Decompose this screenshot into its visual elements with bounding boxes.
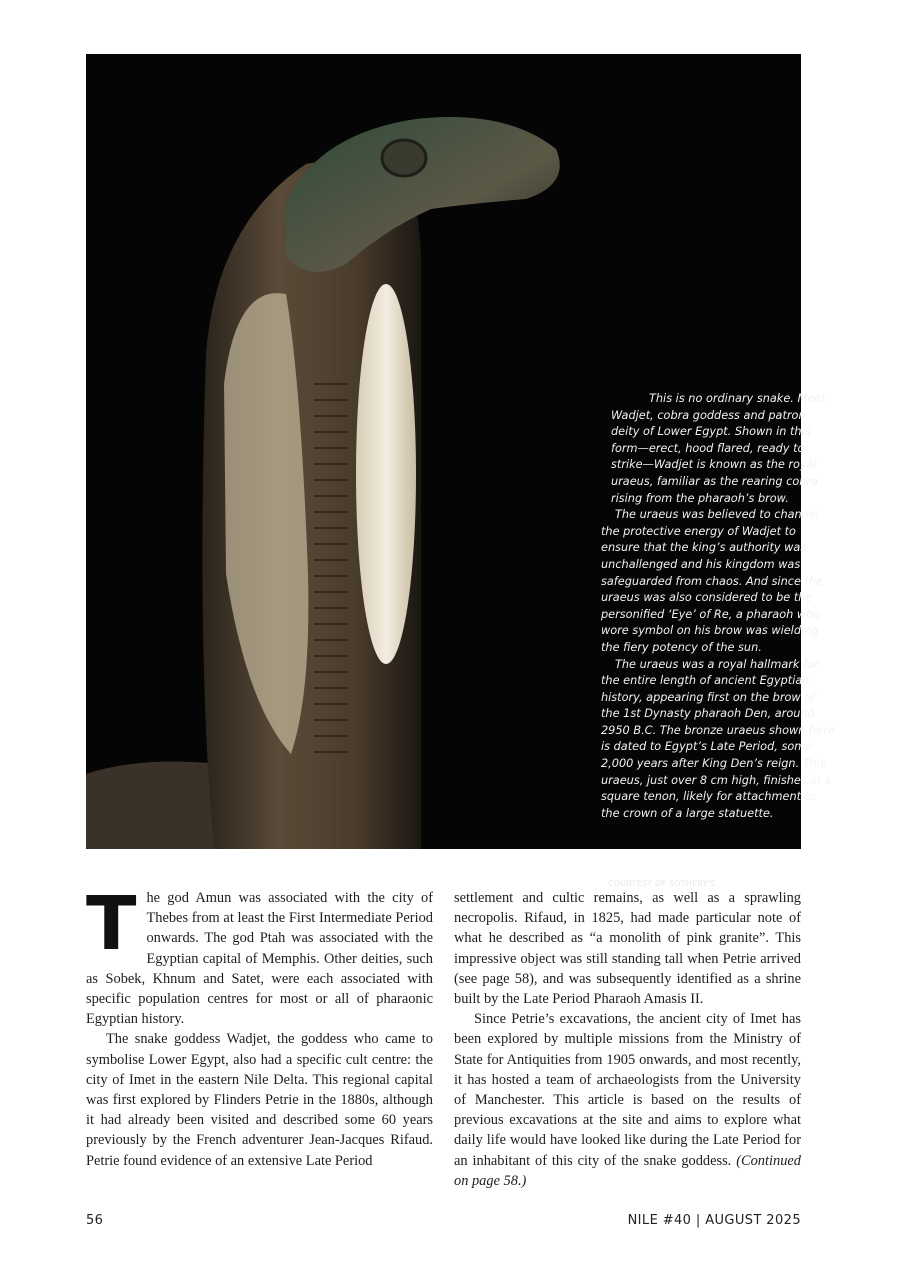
issue-label: NILE #40 | AUGUST 2025 — [627, 1213, 801, 1228]
page-number: 56 — [86, 1213, 104, 1228]
photo-credit: COURTESY OF SOTHEBY'S — [608, 879, 716, 888]
article-paragraph-continued: settlement and cultic remains, as well as a sprawling necropolis. Rifaud, in 1825, had made particular note of what he described as “a monolith of pink granite”. This impressive object was still standing tall when Petrie arrived (see page 58), and was subsequently identified as a shrine built by the Late Period Pharaoh Amasis II. — [454, 890, 801, 1008]
drop-cap: T — [86, 881, 137, 967]
article-column-right — [454, 888, 801, 1191]
article-paragraph: The snake goddess Wadjet, the goddess who came to symbolise Lower Egypt, also had a specific cult centre: the city of Imet in the eastern Nile Delta. This regional capital was first explored by Flinders Petrie in the 1880s, although it had already been visited and described some 60 years previously by the French adventurer Jean-Jacques Rifaud. Petrie found evidence of an extensive Late Period — [86, 1031, 433, 1169]
uraeus-photo — [86, 54, 835, 888]
paragraph-text: he god Amun was associated with the city of Thebes from at least the First Intermediate Period onwards. The god Ptah was associated with the Egyptian capital of Memphis. Other deities, such as Sobek, Khnum and Satet, were each associated with specific population centres for most or all of pharaonic Egyptian history. — [86, 890, 433, 1028]
caption-paragraph: The uraeus was believed to channel the protective energy of Wadjet to ensure that the king’s authority was unchallenged and his kingdom was safeguarded from chaos. And since the uraeus was also considered to be the personified ‘Eye’ of Re, a pharaoh who wore symbol on his brow was wielding the fiery potency of the sun. — [601, 508, 824, 654]
photo-caption — [601, 391, 837, 822]
caption-paragraph: This is no ordinary snake. Meet Wadjet, cobra goddess and patron deity of Lower Egypt. Shown in this form—erect, hood flared, ready to strike—Wadjet is known as the royal uraeus, familiar as the rearing cobra rising from the pharaoh’s brow. — [611, 392, 826, 505]
article-column-left — [86, 881, 433, 1171]
continued-note: (Continued on page 58.) — [454, 1152, 801, 1189]
article-paragraph — [86, 881, 433, 1029]
paragraph-text: Since Petrie’s excavations, the ancient city of Imet has been explored by multiple missions from the Ministry of State for Antiquities from 1905 onwards, and most recently, it has hosted a team of archaeologists from the University of Manchester. This article is based on the results of previous excavations at the site and aims to explore what daily life would have looked like during the Late Period for an inhabitant of this city of the snake goddess. — [454, 1011, 801, 1169]
caption-paragraph: The uraeus was a royal hallmark for the entire length of ancient Egyptian history, appearing first on the brow of the 1st Dynasty pharaoh Den, around 2950 B.C. The bronze uraeus shown here is dated to Egypt’s Late Period, some 2,000 years after King Den’s reign. This uraeus, just over 8 cm high, finishes in a square tenon, likely for attachment to the crown of a large statuette. — [601, 657, 835, 820]
article-paragraph — [454, 1009, 801, 1191]
